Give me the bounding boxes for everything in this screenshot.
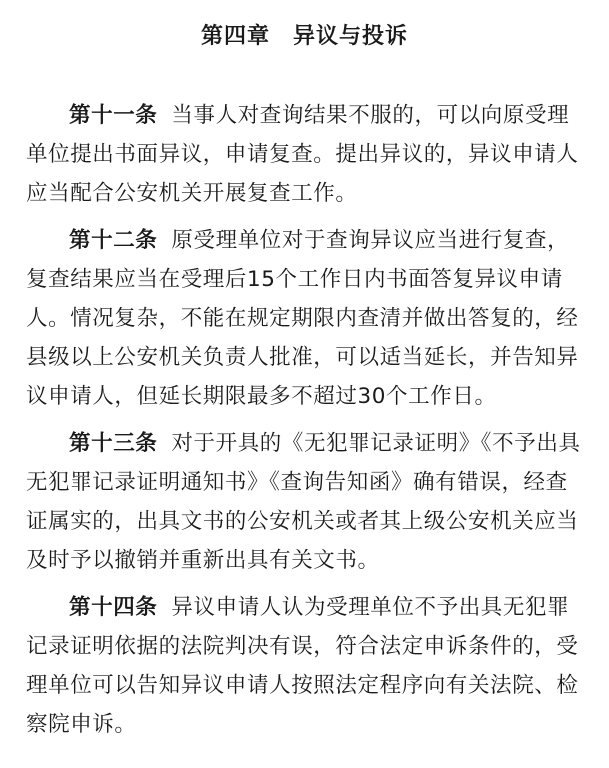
article-label: 第十四条 (69, 595, 158, 620)
article-13 (26, 424, 583, 580)
article-text: 当事人对查询结果不服的，可以向原受理单位提出书面异议，申请复查。提出异议的，异议申请人应当配合公安机关开展复查工作。 (26, 103, 579, 206)
article-label: 第十三条 (69, 431, 158, 456)
article-paragraph (26, 588, 583, 744)
article-14 (26, 588, 583, 744)
article-12 (26, 221, 583, 416)
chapter-title: 第四章 异议与投诉 (200, 24, 408, 49)
article-11 (26, 96, 583, 213)
article-paragraph (26, 96, 583, 213)
article-paragraph (26, 424, 583, 580)
article-text: 原受理单位对于查询异议应当进行复查，复查结果应当在受理后15个工作日内书面答复异议申请人。情况复杂，不能在规定期限内查清并做出答复的，经县级以上公安机关负责人批准，可以适当延长，并告知异议申请人，但延长期限最多不超过30个工作日。 (26, 228, 579, 409)
article-label: 第十一条 (69, 103, 158, 128)
article-paragraph (26, 221, 583, 416)
article-label: 第十二条 (69, 228, 158, 253)
article-text: 对于开具的《无犯罪记录证明》《不予出具无犯罪记录证明通知书》《查询告知函》确有错误，经查证属实的，出具文书的公安机关或者其上级公安机关应当及时予以撤销并重新出具有关文书。 (26, 431, 581, 573)
article-text: 异议申请人认为受理单位不予出具无犯罪记录证明依据的法院判决有误，符合法定申诉条件的，受理单位可以告知异议申请人按照法定程序向有关法院、检察院申诉。 (26, 595, 579, 737)
